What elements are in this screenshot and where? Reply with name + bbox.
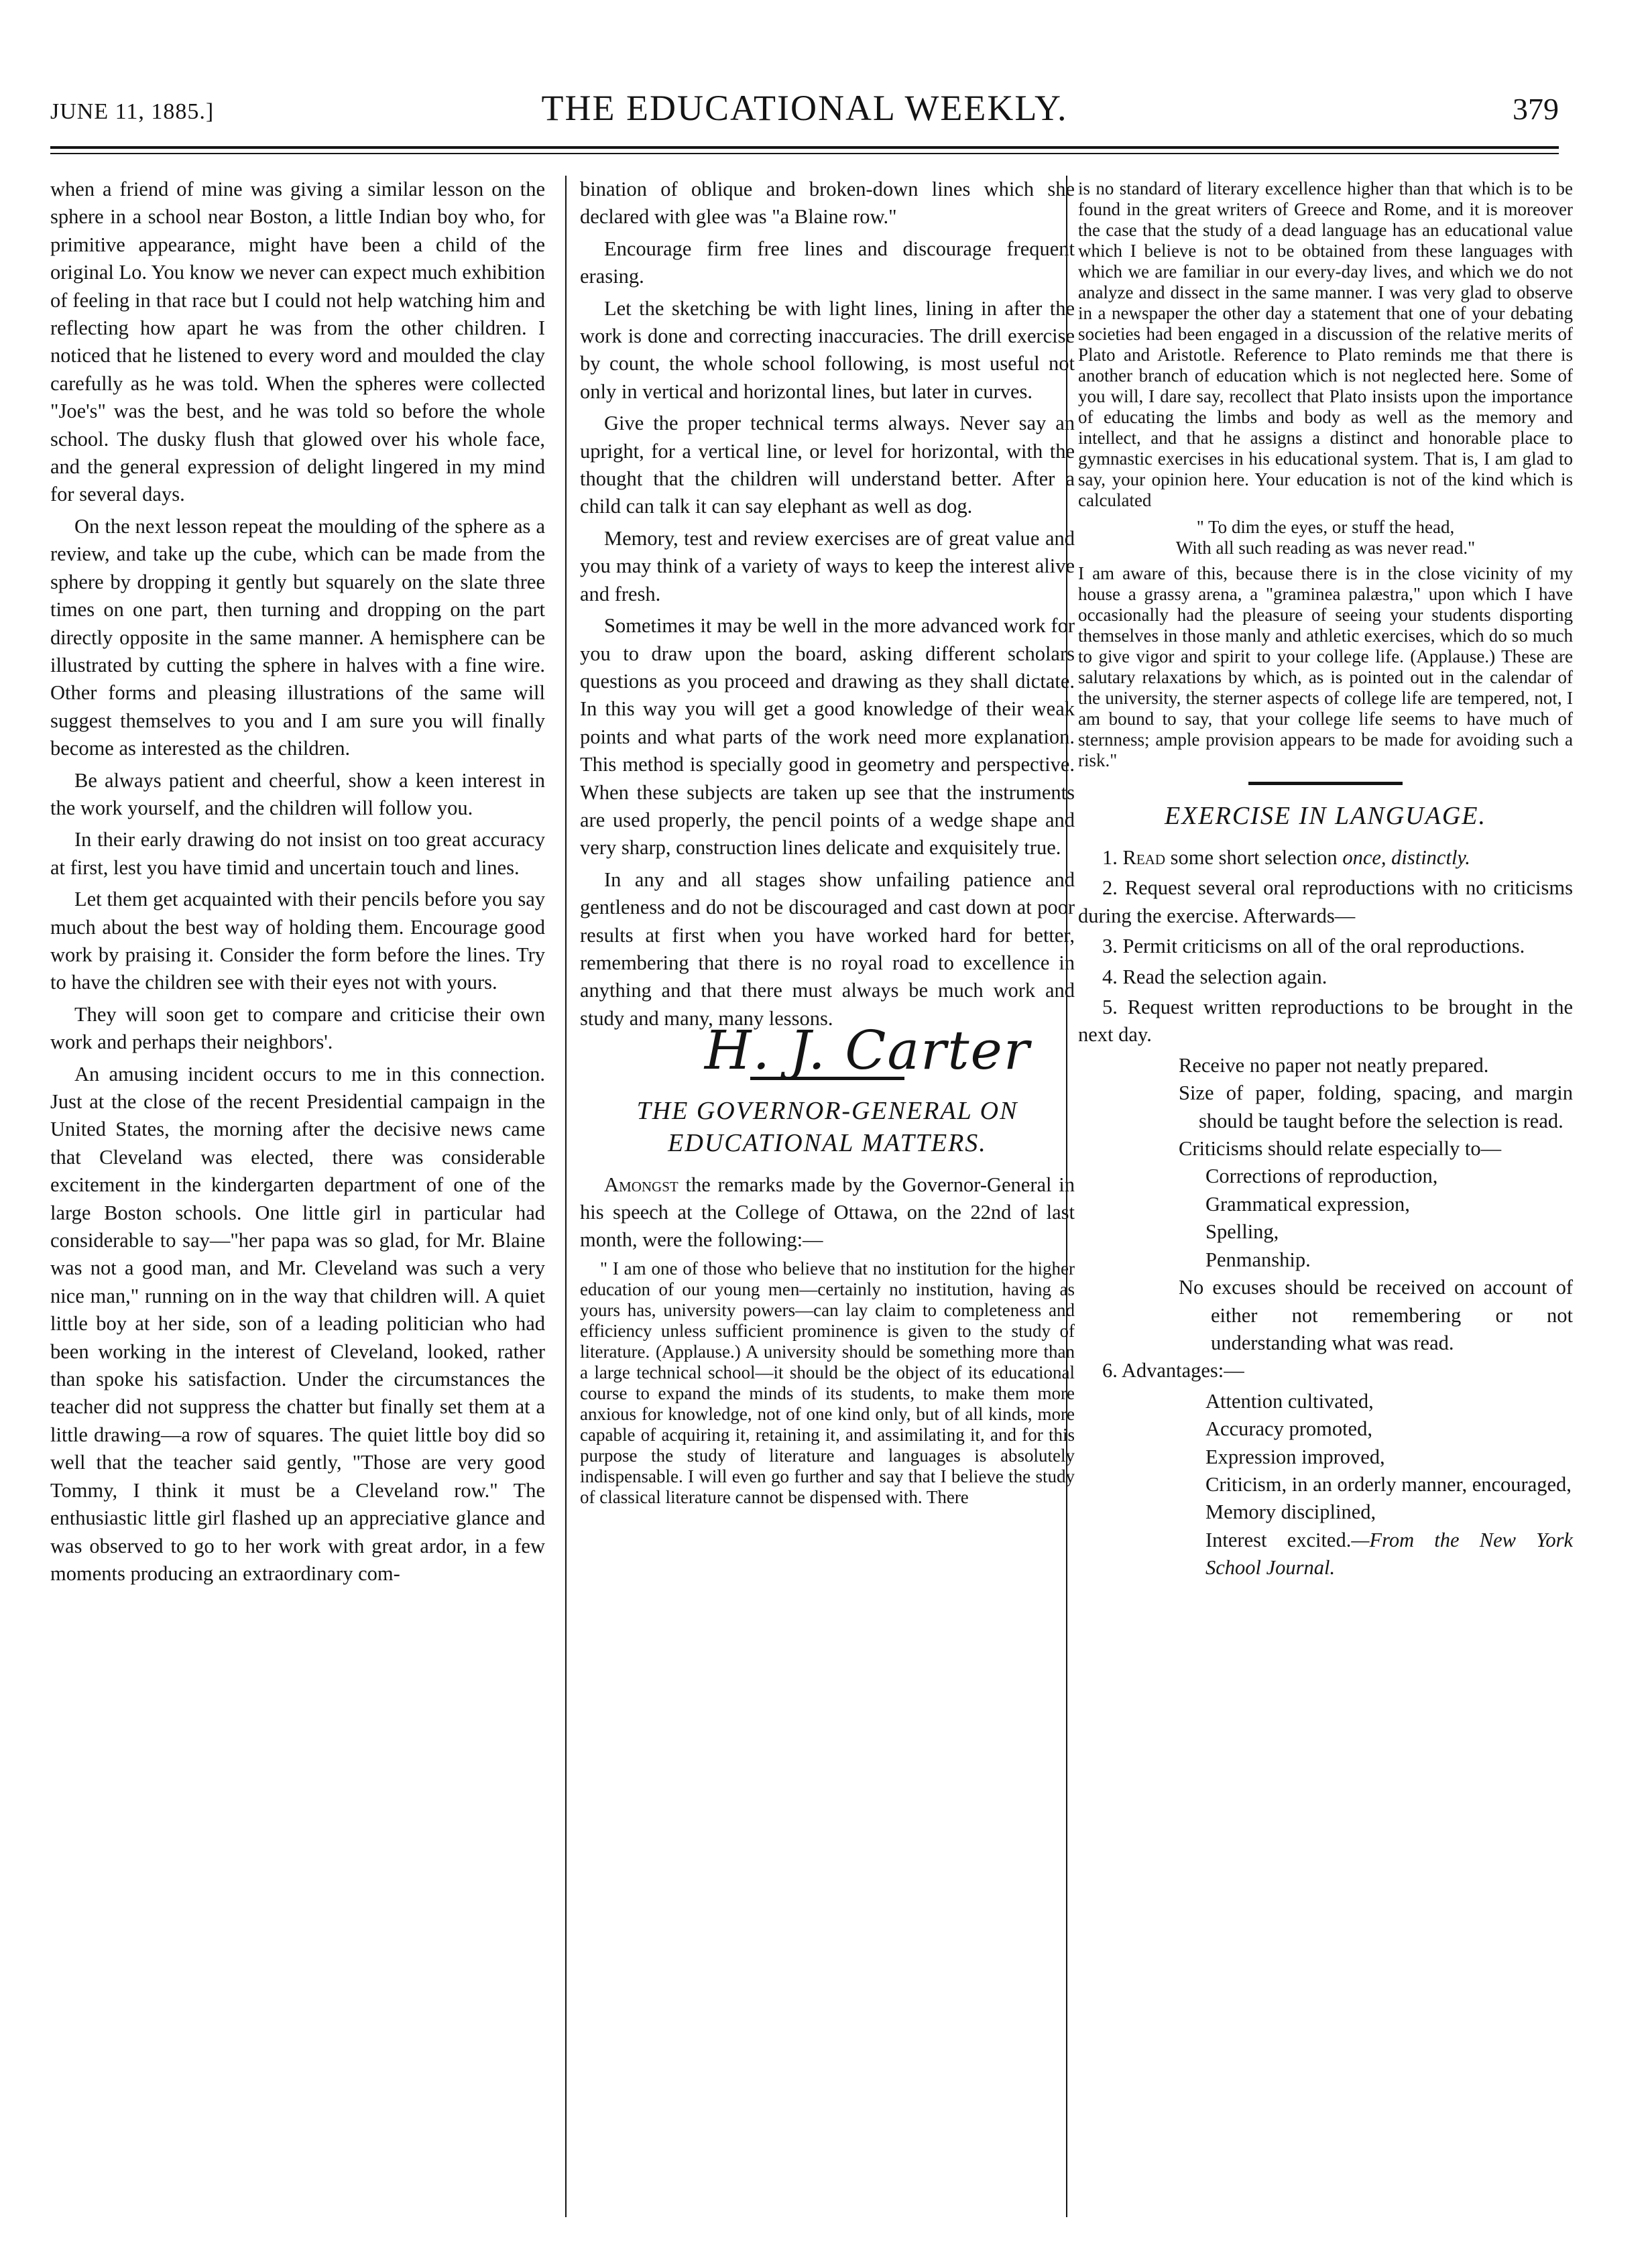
paragraph: An amusing incident occurs to me in this connection. Just at the close of the recent Presidential campaign in the United States, the morning after the decisive news came that Cleveland was elected, there was considerable excitement in the kindergarten department of one of the large Boston schools. One little girl in particular had considerable to say—"her papa was so glad, for Mr. Blaine was not a good man, and Mr. Cleveland was such a very nice man," running on in the way that children will. A quiet little boy at her side, son of a leading politician who had been working in the interest of Cleveland, looked, rather than spoke his satisfaction. Under the circumstances the teacher did not suppress the chatter but finally set them at a little drawing—a row of squares. The quiet little boy did so well that the teacher said gently, "Those are very good Tommy, I think it must be a Cleveland row." The enthusiastic little girl flashed up an appreciative glance and was observed to go to her work with great ardor, in a few moments producing an extraordinary com- — [50, 1062, 545, 1585]
exercise-step: 3. Permit criticisms on all of the oral reproductions. — [1102, 935, 1525, 958]
paragraph: Let them get acquainted with their pencils before you say much about the best way of holding them. Encourage good work by praising it. Consider the form before the lines. Try to have the children see with their eyes not with yours. — [50, 888, 545, 994]
step-text: some short selection — [1165, 846, 1343, 869]
paragraph: In any and all stages show unfailing patience and gentleness and do not be discouraged and cast down at poor results at first when you have worked hard for better, remembering that there is no royal road to excellence in anything and that there must always be much work and study and many, many lessons. — [580, 868, 1075, 1030]
paragraph: bination of oblique and broken-down lines which she declared with glee was "a Blaine row." — [580, 178, 1075, 229]
paragraph: On the next lesson repeat the moulding of the sphere as a review, and take up the cube, which can be made from the sphere by dropping it gently but squarely on the slate three times on one part, then turning and dropping on the part directly opposite in the same manner. A hemisphere can be illustrated by cutting the sphere in halves with a fine wire. Other forms and pleasing illustrations of the same will suggest themselves to you and I am sure you will finally become as interested as the children. — [50, 514, 545, 760]
exercise-step: 2. Request several oral reproductions with no criticisms during the exercise. Afterwards— — [1078, 876, 1573, 927]
exercise-heading: EXERCISE IN LANGUAGE. — [1164, 802, 1486, 830]
speech-quote-continued: is no standard of literary excellence higher than that which is to be found in the great writers of Greece and Rome, and it is moreover the case that the study of a dead language has an educational value which I believe is not to be obtained from these languages with which we are familiar in our every-day lives, and which we do not analyze and dissect in the same manner. I was very glad to observe in a newspaper the other day a statement that one of your debating societies had been engaged in a discussion of the relative merits of Plato and Aristotle. Reference to Plato reminds me that there is another branch of education which is not neglected here. Some of you will, I dare say, recollect that Plato insists upon the importance of educating the limbs and body as well as the memory and intellect, and that he assigns a distinct and honorable place to gymnastic exercises in his educational system. That is, I am glad to say, your opinion here. Your education is not of the kind which is calculated — [1078, 178, 1573, 510]
exercise-step: 5. Request written reproductions to be brought in the next day. — [1078, 996, 1573, 1047]
paragraph: In their early drawing do not insist on too great accuracy at first, lest you have timid and uncertain touch and lines. — [50, 828, 545, 879]
sub-instruction: Size of paper, folding, spacing, and margin should be taught before the selection is read. — [1179, 1081, 1573, 1132]
paragraph: when a friend of mine was giving a similar lesson on the sphere in a school near Boston, a little Indian boy who, for primitive appearance, might have been a child of the original Lo. You know we never can expect much exhibition of feeling in that race but I could not help watching him and reflecting how apart he was from the other children. I noticed that he listened to every word and moulded the clay carefully as he was told. When the spheres were collected "Joe's" was the best, and he was told so before the whole school. The dusky flush that glowed over his whole face, and the general expression of delight lingered in my mind for several days. — [50, 178, 545, 506]
column-3 — [1078, 176, 1573, 1582]
page-number: 379 — [1513, 92, 1559, 126]
sub-instruction: No excuses should be received on account of either not remembering or not understanding what was read. — [1179, 1276, 1573, 1354]
step-number: 1. Read — [1102, 846, 1166, 869]
exercise-step — [1078, 844, 1573, 872]
exercise-step: 6. Advantages:— — [1102, 1359, 1244, 1382]
paragraph: Memory, test and review exercises are of great value and you may think of a variety of ways to keep the interest alive and fresh. — [580, 526, 1075, 605]
issue-date: JUNE 11, 1885.] — [50, 99, 215, 124]
intro-text: the remarks made by the Governor-General in his speech at the College of Ottawa, on the 22nd of last month, were the following:— — [580, 1173, 1075, 1252]
intro-first-word: Amongst — [604, 1173, 678, 1196]
header-rule — [50, 146, 1559, 149]
criticism-item: Corrections of reproduction, — [1205, 1165, 1438, 1188]
section-heading: THE GOVERNOR-GENERAL ON EDUCATIONAL MATTERS. — [636, 1096, 1018, 1157]
header-rule-thin — [50, 153, 1559, 154]
speech-quote-end: I am aware of this, because there is in the close vicinity of my house a grassy arena, a "gramineа palæstra," upon which I have occasionally had the pleasure of seeing your students disporting themselves in those manly and athletic exercises, which do so much to give vigor and spirit to your college life. (Applause.) These are salutary relaxations by which, as is pointed out in the calendar of the university, the sterner aspects of college life are tempered, not, I am bound to say, that your college life seems to have much of sternness; ample provision appears to be made for avoiding such a risk." — [1078, 563, 1573, 770]
paragraph: Sometimes it may be well in the more advanced work for you to draw upon the board, asking different scholars questions as you proceed and drawing as they shall dictate. In this way you will get a good knowledge of their weak points and what parts of the work need more explanation. This method is specially good in geometry and perspective. When these subjects are taken up see that the instruments are used properly, the pencil points of a wedge shape and very sharp, construction lines delicate and exquisitely true. — [580, 614, 1075, 860]
sub-instruction: Receive no paper not neatly prepared. — [1179, 1053, 1489, 1077]
author-signature: H. J. Carter — [704, 1019, 1031, 1082]
source-credit: —From the New York School Journal. — [1205, 1528, 1573, 1580]
exercise-step: 4. Read the selection again. — [1102, 965, 1328, 988]
paragraph: Let the sketching be with light lines, lining in after the work is done and correcting inaccuracies. The drill exercise by count, the whole school following, is most useful not only in vertical and horizontal lines, but later in curves. — [580, 296, 1075, 403]
column-divider — [565, 176, 567, 2217]
paragraph: Give the proper technical terms always. Never say an upright, for a vertical line, or level for horizontal, with the thought that the children will understand better. After a child can talk it can say elephant as well as dog. — [580, 412, 1075, 518]
publication-title: THE EDUCATIONAL WEEKLY. — [541, 88, 1068, 128]
section-rule — [1248, 782, 1403, 785]
sub-instruction: Criticisms should relate especially to— — [1179, 1137, 1502, 1161]
paragraph: Encourage firm free lines and discourage frequent erasing. — [580, 237, 1075, 288]
speech-quote: " I am one of those who believe that no institution for the higher education of our young men—certainly no institution, having as yours has, university powers—can lay claim to completeness and efficiency unless sufficient prominence is given to the study of literature. (Applause.) A university should be something more than a large technical school—it should be the object of its educational course to expand the minds of its students, to make them more anxious for knowledge, not of one kind only, but of all kinds, more capable of acquiring it, retaining it, and assimilating it, and for this purpose the study of literature and languages is absolutely indispensable. I will even go further and say that I believe the study of classical literature cannot be dispensed with. There — [580, 1258, 1075, 1507]
column-2 — [580, 176, 1075, 1513]
paragraph: They will soon get to compare and criticise their own work and perhaps their neighbors'. — [50, 1002, 545, 1054]
advantage-item: Memory disciplined, — [1205, 1500, 1376, 1524]
advantage-item: Criticism, in an orderly manner, encouraged, — [1205, 1472, 1572, 1496]
advantage-item: Expression improved, — [1205, 1445, 1385, 1468]
criticism-item: Penmanship. — [1205, 1248, 1311, 1271]
advantage-item: Attention cultivated, — [1205, 1389, 1374, 1413]
step-emphasis: once, distinctly. — [1342, 846, 1470, 869]
advantage-last: Interest excited. — [1205, 1528, 1352, 1551]
column-1 — [50, 176, 545, 1592]
paragraph — [580, 1171, 1075, 1254]
criticism-item: Spelling, — [1205, 1220, 1279, 1244]
verse-line: " To dim the eyes, or stuff the head, — [1196, 517, 1455, 537]
criticism-item: Grammatical expression, — [1205, 1192, 1410, 1216]
advantage-item — [1205, 1527, 1573, 1582]
page-header — [50, 87, 1559, 134]
verse-line: With all such reading as was never read." — [1175, 538, 1476, 558]
paragraph: Be always patient and cheerful, show a keen interest in the work yourself, and the children will follow you. — [50, 768, 545, 819]
advantage-item: Accuracy promoted, — [1205, 1417, 1372, 1441]
